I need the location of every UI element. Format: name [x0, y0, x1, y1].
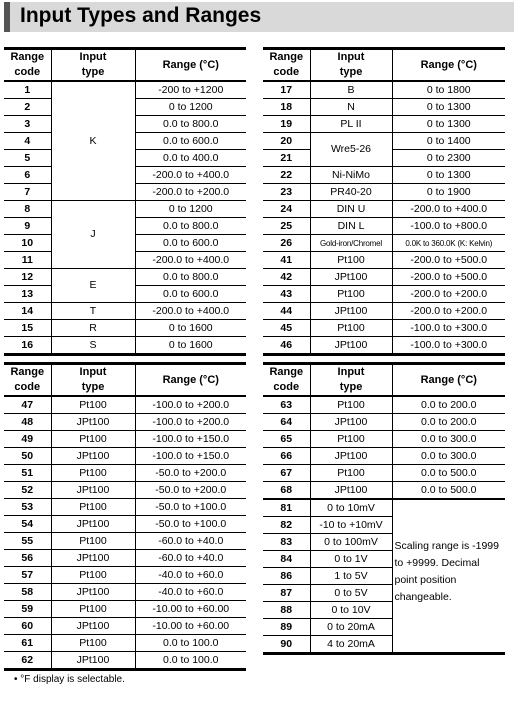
table-cell: DIN U — [310, 201, 392, 218]
table-row — [263, 116, 505, 133]
table-cell: -100.0 to +150.0 — [135, 431, 246, 448]
table-cell: JPt100 — [51, 516, 135, 533]
table-cell: 0.0 to 500.0 — [392, 465, 505, 482]
table-row — [263, 431, 505, 448]
table-cell: 23 — [263, 184, 310, 201]
table-cell: -200.0 to +500.0 — [392, 269, 505, 286]
table-cell: -10.00 to +60.00 — [135, 618, 246, 635]
table-cell: 61 — [4, 635, 51, 652]
table-row — [263, 482, 505, 500]
table-cell: 17 — [263, 81, 310, 99]
table-cell: 3 — [4, 116, 51, 133]
table-cell: Pt100 — [51, 567, 135, 584]
table-cell: 0.0 to 600.0 — [135, 133, 246, 150]
table-cell: -200.0 to +200.0 — [392, 286, 505, 303]
table-cell: Pt100 — [310, 396, 392, 414]
header-range-code: Range code — [263, 49, 310, 82]
table-cell: -40.0 to +60.0 — [135, 584, 246, 601]
table-cell: 24 — [263, 201, 310, 218]
table-cell: 0.0 to 600.0 — [135, 235, 246, 252]
table-cell: B — [310, 81, 392, 99]
table-cell: 54 — [4, 516, 51, 533]
table-cell: -100.0 to +300.0 — [392, 320, 505, 337]
header-range: Range (°C) — [135, 49, 246, 82]
table-cell: 0 to 1300 — [392, 116, 505, 133]
page-title: Input Types and Ranges — [20, 4, 262, 27]
table-cell: JPt100 — [310, 303, 392, 320]
table-cell: 0.0K to 360.0K (K: Kelvin) — [392, 235, 505, 252]
table-row — [4, 81, 246, 99]
table-cell: 22 — [263, 167, 310, 184]
table-cell: JPt100 — [310, 448, 392, 465]
table-cell: 47 — [4, 396, 51, 414]
table-cell: 0 to 1V — [310, 551, 392, 568]
table-cell: Pt100 — [51, 601, 135, 618]
table-row — [4, 269, 246, 286]
table-row — [4, 618, 246, 635]
table-cell: -100.0 to +150.0 — [135, 448, 246, 465]
table-cell: Pt100 — [51, 396, 135, 414]
table-cell: 0 to 100mV — [310, 534, 392, 551]
table-cell: 62 — [4, 652, 51, 670]
table-cell: Ni-NiMo — [310, 167, 392, 184]
table-cell: 0.0 to 600.0 — [135, 286, 246, 303]
table-cell: 20 — [263, 133, 310, 150]
table-row — [4, 337, 246, 355]
table-cell: Pt100 — [310, 465, 392, 482]
table-cell: 82 — [263, 517, 310, 534]
table-cell: -50.0 to +200.0 — [135, 465, 246, 482]
table-cell: 0 to 2300 — [392, 150, 505, 167]
table-cell: 41 — [263, 252, 310, 269]
table-cell: 0.0 to 800.0 — [135, 218, 246, 235]
table-cell: 84 — [263, 551, 310, 568]
table-row — [263, 448, 505, 465]
table-row — [263, 218, 505, 235]
table-cell: 0.0 to 800.0 — [135, 269, 246, 286]
table-cell: 89 — [263, 619, 310, 636]
table-cell: 0 to 1200 — [135, 201, 246, 218]
table-cell: Pt100 — [310, 320, 392, 337]
table-cell: Wre5-26 — [310, 133, 392, 167]
table-cell: Pt100 — [51, 431, 135, 448]
table-cell: 9 — [4, 218, 51, 235]
table-top-right — [263, 47, 505, 356]
table-cell: 81 — [263, 499, 310, 517]
table-row — [4, 584, 246, 601]
table-row — [263, 81, 505, 99]
table-cell: Pt100 — [51, 465, 135, 482]
table-cell: 25 — [263, 218, 310, 235]
table-cell: 16 — [4, 337, 51, 355]
table-cell: Pt100 — [51, 533, 135, 550]
table-cell: 2 — [4, 99, 51, 116]
table-cell: -100.0 to +300.0 — [392, 337, 505, 355]
table-cell: 45 — [263, 320, 310, 337]
table-cell: 0 to 1600 — [135, 320, 246, 337]
table-row — [4, 201, 246, 218]
header-range-code: Range code — [4, 364, 51, 397]
table-cell: -200.0 to +400.0 — [135, 167, 246, 184]
footnote: • °F display is selectable. — [14, 674, 125, 685]
table-cell: 42 — [263, 269, 310, 286]
table-cell: S — [51, 337, 135, 355]
table-row — [4, 652, 246, 670]
table-cell: 0 to 1600 — [135, 337, 246, 355]
table-cell: -200.0 to +400.0 — [135, 252, 246, 269]
table-top-left — [4, 47, 246, 356]
table-cell: JPt100 — [310, 414, 392, 431]
table-cell: 60 — [4, 618, 51, 635]
table-cell: 10 — [4, 235, 51, 252]
table-cell: JPt100 — [51, 414, 135, 431]
table-cell: 87 — [263, 585, 310, 602]
table-cell: 51 — [4, 465, 51, 482]
table-cell: 0.0 to 200.0 — [392, 396, 505, 414]
table-cell: JPt100 — [51, 550, 135, 567]
table-cell: -50.0 to +200.0 — [135, 482, 246, 499]
table-cell: -60.0 to +40.0 — [135, 550, 246, 567]
table-cell: K — [51, 81, 135, 201]
table-cell: -100.0 to +200.0 — [135, 414, 246, 431]
table-cell: 6 — [4, 167, 51, 184]
table-cell: 0 to 1200 — [135, 99, 246, 116]
table-cell: -100.0 to +800.0 — [392, 218, 505, 235]
table-cell: R — [51, 320, 135, 337]
table-cell: J — [51, 201, 135, 269]
table-row — [263, 286, 505, 303]
table-cell: 1 to 5V — [310, 568, 392, 585]
table-cell: 0.0 to 300.0 — [392, 448, 505, 465]
table-cell: 44 — [263, 303, 310, 320]
table-cell: 11 — [4, 252, 51, 269]
table-cell: 0.0 to 300.0 — [392, 431, 505, 448]
table-cell: 8 — [4, 201, 51, 218]
table-row — [4, 448, 246, 465]
table-cell: JPt100 — [310, 482, 392, 500]
table-row — [4, 303, 246, 320]
table-cell: 90 — [263, 636, 310, 654]
table-cell: -100.0 to +200.0 — [135, 396, 246, 414]
table-cell: T — [51, 303, 135, 320]
header-input-type: Input type — [310, 364, 392, 397]
table-row — [4, 601, 246, 618]
table-cell: -200.0 to +200.0 — [392, 303, 505, 320]
header-input-type: Input type — [51, 364, 135, 397]
table-row — [263, 252, 505, 269]
table-cell: -200.0 to +400.0 — [392, 201, 505, 218]
table-cell: 21 — [263, 150, 310, 167]
table-row — [263, 396, 505, 414]
table-cell: 55 — [4, 533, 51, 550]
table-cell: 1 — [4, 81, 51, 99]
table-cell: -50.0 to +100.0 — [135, 499, 246, 516]
scaling-note: Scaling range is -1999 to +9999. Decimal point position changeable. — [392, 499, 505, 654]
table-cell: 19 — [263, 116, 310, 133]
table-cell: 59 — [4, 601, 51, 618]
table-row — [263, 99, 505, 116]
table-cell: JPt100 — [51, 584, 135, 601]
table-cell: 0 to 10V — [310, 602, 392, 619]
header-range: Range (°C) — [392, 364, 505, 397]
table-cell: 48 — [4, 414, 51, 431]
table-cell: 53 — [4, 499, 51, 516]
table-cell: 0.0 to 100.0 — [135, 635, 246, 652]
table-cell: 5 — [4, 150, 51, 167]
table-cell: 83 — [263, 534, 310, 551]
table-cell: 65 — [263, 431, 310, 448]
table-row — [263, 201, 505, 218]
table-row — [4, 533, 246, 550]
table-row — [4, 567, 246, 584]
table-cell: -60.0 to +40.0 — [135, 533, 246, 550]
table-cell: 52 — [4, 482, 51, 499]
table-row — [4, 482, 246, 499]
table-cell: 66 — [263, 448, 310, 465]
header-input-type: Input type — [310, 49, 392, 82]
table-cell: JPt100 — [51, 652, 135, 670]
table-bottom-right — [263, 362, 505, 655]
section-title-bar — [4, 2, 514, 32]
table-cell: 86 — [263, 568, 310, 585]
table-row — [4, 550, 246, 567]
table-row — [4, 414, 246, 431]
table-cell: 49 — [4, 431, 51, 448]
table-cell: 13 — [4, 286, 51, 303]
table-cell: 57 — [4, 567, 51, 584]
table-row — [4, 516, 246, 533]
table-cell: 0 to 10mV — [310, 499, 392, 517]
table-cell: -40.0 to +60.0 — [135, 567, 246, 584]
table-row — [263, 499, 505, 517]
table-cell: PR40-20 — [310, 184, 392, 201]
table-cell: 0 to 1800 — [392, 81, 505, 99]
table-bottom-left — [4, 362, 246, 671]
table-cell: 0.0 to 800.0 — [135, 116, 246, 133]
table-cell: 0.0 to 500.0 — [392, 482, 505, 500]
table-cell: 50 — [4, 448, 51, 465]
table-row — [4, 396, 246, 414]
table-row — [263, 337, 505, 355]
table-cell: 0.0 to 100.0 — [135, 652, 246, 670]
table-cell: 56 — [4, 550, 51, 567]
table-cell: 0 to 20mA — [310, 619, 392, 636]
table-cell: 26 — [263, 235, 310, 252]
table-cell: 0 to 1900 — [392, 184, 505, 201]
table-cell: DIN L — [310, 218, 392, 235]
table-cell: E — [51, 269, 135, 303]
table-cell: 88 — [263, 602, 310, 619]
table-row — [263, 320, 505, 337]
table-row — [4, 431, 246, 448]
table-cell: -200.0 to +200.0 — [135, 184, 246, 201]
table-row — [263, 184, 505, 201]
table-cell: -50.0 to +100.0 — [135, 516, 246, 533]
table-cell: 0.0 to 400.0 — [135, 150, 246, 167]
table-cell: -10.00 to +60.00 — [135, 601, 246, 618]
header-input-type: Input type — [51, 49, 135, 82]
table-row — [4, 465, 246, 482]
table-cell: 58 — [4, 584, 51, 601]
table-cell: -10 to +10mV — [310, 517, 392, 534]
table-cell: 46 — [263, 337, 310, 355]
header-range: Range (°C) — [135, 364, 246, 397]
table-cell: N — [310, 99, 392, 116]
table-cell: Pt100 — [310, 286, 392, 303]
table-cell: 12 — [4, 269, 51, 286]
table-cell: Pt100 — [51, 635, 135, 652]
table-row — [4, 320, 246, 337]
table-row — [263, 303, 505, 320]
table-row — [263, 269, 505, 286]
table-cell: 63 — [263, 396, 310, 414]
table-cell: 0 to 1400 — [392, 133, 505, 150]
table-cell: 15 — [4, 320, 51, 337]
header-range-code: Range code — [263, 364, 310, 397]
table-cell: JPt100 — [51, 618, 135, 635]
table-cell: 64 — [263, 414, 310, 431]
header-range-code: Range code — [4, 49, 51, 82]
table-cell: JPt100 — [310, 269, 392, 286]
table-row — [4, 499, 246, 516]
table-cell: 0 to 1300 — [392, 99, 505, 116]
table-cell: 67 — [263, 465, 310, 482]
table-cell: JPt100 — [51, 448, 135, 465]
table-cell: PL II — [310, 116, 392, 133]
table-row — [263, 414, 505, 431]
table-cell: JPt100 — [310, 337, 392, 355]
table-cell: 43 — [263, 286, 310, 303]
table-cell: Pt100 — [51, 499, 135, 516]
table-cell: 0 to 1300 — [392, 167, 505, 184]
table-cell: -200 to +1200 — [135, 81, 246, 99]
table-row — [263, 235, 505, 252]
table-cell: Pt100 — [310, 252, 392, 269]
table-cell: Gold-iron/Chromel — [310, 235, 392, 252]
header-range: Range (°C) — [392, 49, 505, 82]
table-cell: 68 — [263, 482, 310, 500]
table-cell: 0 to 5V — [310, 585, 392, 602]
table-cell: -200.0 to +500.0 — [392, 252, 505, 269]
table-cell: -200.0 to +400.0 — [135, 303, 246, 320]
table-cell: 14 — [4, 303, 51, 320]
table-cell: 4 to 20mA — [310, 636, 392, 654]
table-row — [263, 167, 505, 184]
table-cell: 0.0 to 200.0 — [392, 414, 505, 431]
table-cell: 7 — [4, 184, 51, 201]
table-cell: Pt100 — [310, 431, 392, 448]
table-row — [263, 465, 505, 482]
table-cell: 4 — [4, 133, 51, 150]
table-row — [4, 635, 246, 652]
table-cell: JPt100 — [51, 482, 135, 499]
table-cell: 18 — [263, 99, 310, 116]
table-row — [263, 133, 505, 150]
